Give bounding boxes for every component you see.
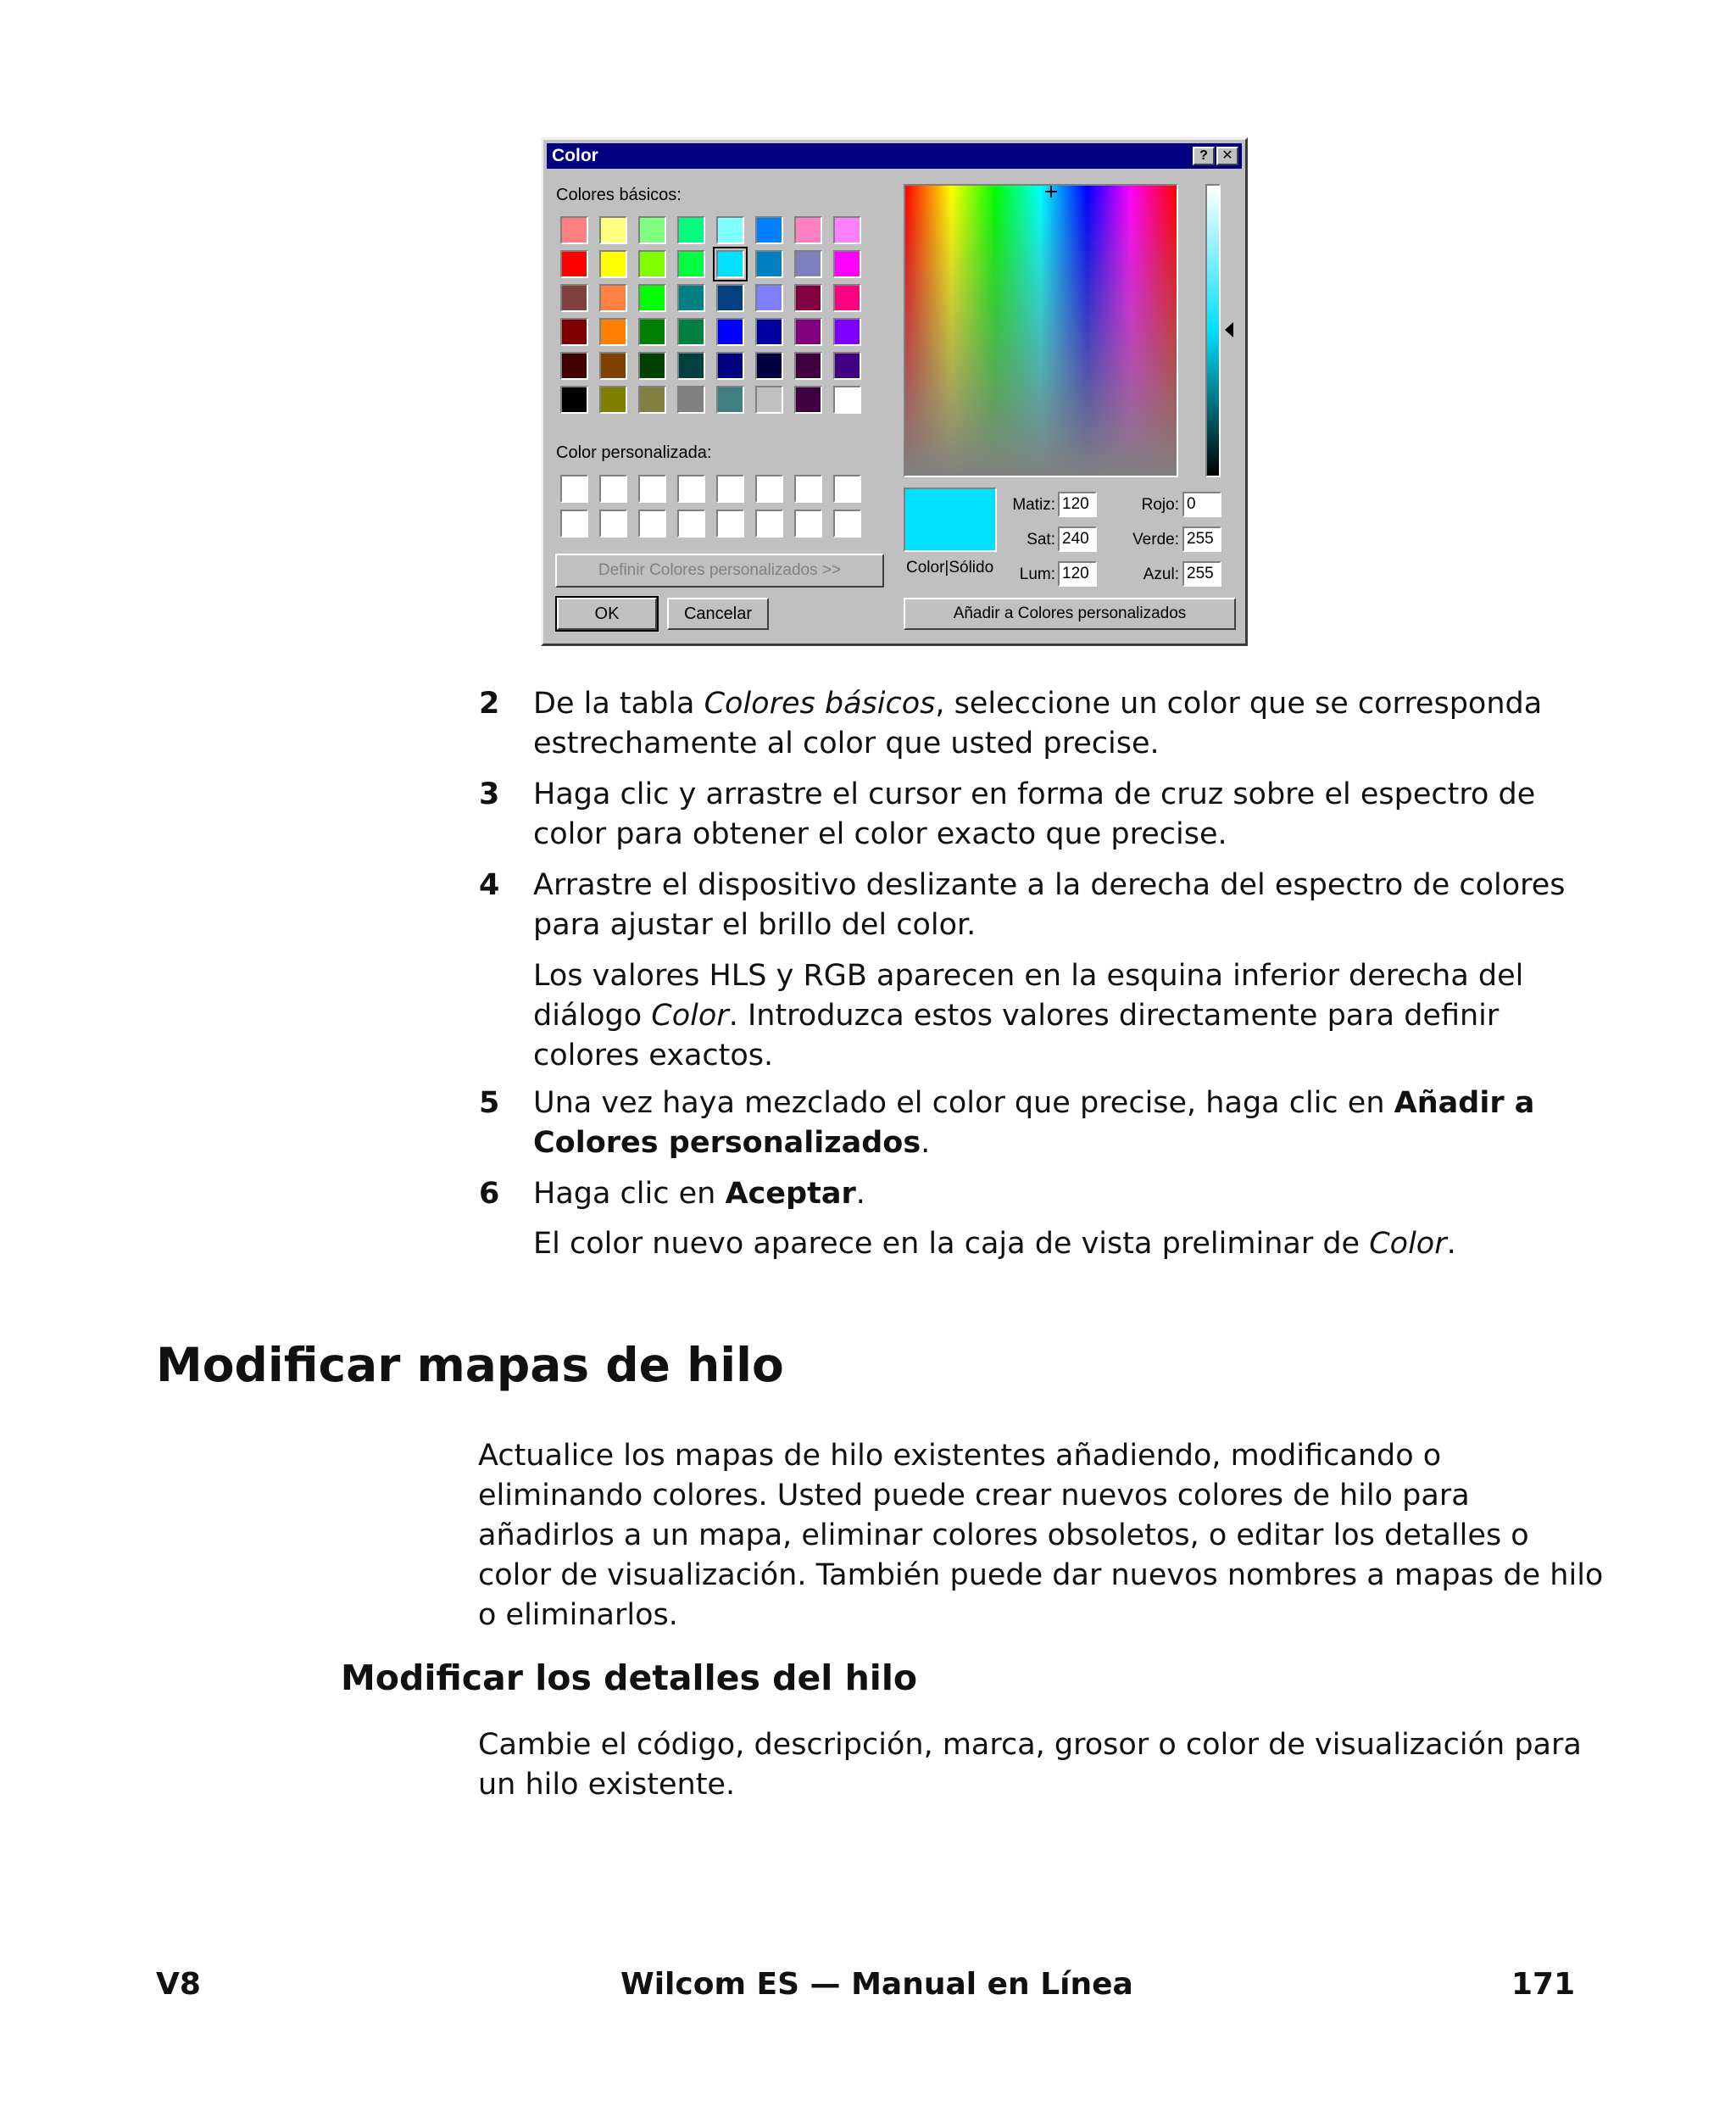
basic-color-swatch[interactable] — [716, 386, 744, 414]
basic-color-swatch[interactable] — [638, 386, 666, 414]
basic-color-swatch[interactable] — [833, 250, 861, 278]
custom-color-swatch[interactable] — [833, 475, 861, 503]
custom-color-swatch[interactable] — [794, 510, 822, 538]
close-button[interactable]: ✕ — [1216, 147, 1238, 165]
basic-color-swatch[interactable] — [560, 318, 588, 346]
subsection-heading: Modificar los detalles del hilo — [341, 1657, 918, 1698]
step-number: 4 — [479, 868, 500, 902]
basic-color-swatch[interactable] — [638, 250, 666, 278]
sat-label: Sat: — [1027, 531, 1055, 549]
basic-color-swatch[interactable] — [794, 216, 822, 244]
custom-color-swatch[interactable] — [716, 475, 744, 503]
basic-color-swatch[interactable] — [755, 216, 783, 244]
step-number: 2 — [479, 687, 500, 721]
basic-color-swatch[interactable] — [716, 352, 744, 380]
red-input[interactable]: 0 — [1182, 492, 1221, 517]
step-text: De la tabla Colores básicos, seleccione un color que se corresponda estrechamente al color que usted precise. — [533, 687, 1543, 760]
basic-color-swatch[interactable] — [794, 284, 822, 312]
basic-color-swatch[interactable] — [794, 386, 822, 414]
preview-note: El color nuevo aparece en la caja de vista preliminar de Color. — [533, 1227, 1456, 1261]
define-custom-colors-button[interactable]: Definir Colores personalizados >> — [555, 554, 884, 588]
crosshair-cursor-icon[interactable] — [1045, 186, 1057, 198]
cancel-button[interactable]: Cancelar — [667, 598, 769, 630]
basic-color-swatch[interactable] — [560, 386, 588, 414]
basic-color-swatch[interactable] — [794, 352, 822, 380]
red-label: Rojo: — [1141, 496, 1179, 514]
basic-colors-label: Colores básicos: — [556, 186, 682, 204]
custom-color-swatch[interactable] — [677, 475, 705, 503]
basic-color-swatch[interactable] — [599, 284, 627, 312]
basic-color-swatch[interactable] — [599, 216, 627, 244]
sat-input[interactable]: 240 — [1058, 526, 1097, 552]
custom-color-swatch[interactable] — [599, 510, 627, 538]
help-button[interactable]: ? — [1193, 147, 1215, 165]
basic-color-swatch[interactable] — [638, 284, 666, 312]
add-to-custom-colors-button[interactable]: Añadir a Colores personalizados — [904, 598, 1236, 630]
lum-input[interactable]: 120 — [1058, 561, 1097, 587]
section-intro: Actualice los mapas de hilo existentes añadiendo, modificando o eliminando colores. Usted puede crear nuevos colores de hilo para añadirlos a un mapa, eliminar colores obsoletos, o editar los detalles o color de visualización. También puede dar nuevos nombres a mapas de hilo o eliminarlos. — [478, 1439, 1604, 1632]
custom-colors-label: Color personalizada: — [556, 443, 712, 462]
subsection-intro: Cambie el código, descripción, marca, grosor o color de visualización para un hilo existente. — [478, 1728, 1582, 1802]
step-text: Arrastre el dispositivo deslizante a la derecha del espectro de colores para ajustar el brillo del color. — [533, 868, 1566, 942]
basic-color-swatch[interactable] — [677, 216, 705, 244]
step-text: Haga clic en Aceptar. — [533, 1177, 865, 1211]
basic-color-swatch[interactable] — [716, 318, 744, 346]
dialog-titlebar — [547, 143, 1242, 169]
basic-color-swatch[interactable] — [833, 386, 861, 414]
basic-color-swatch[interactable] — [677, 250, 705, 278]
step-number: 6 — [479, 1177, 500, 1211]
step-text: Haga clic y arrastre el cursor en forma de cruz sobre el espectro de color para obtener el color exacto que precise. — [533, 777, 1536, 851]
footer-page-number: 171 — [1511, 1967, 1576, 2002]
footer-title: Wilcom ES — Manual en Línea — [620, 1967, 1133, 2002]
basic-color-swatch[interactable] — [560, 216, 588, 244]
basic-color-swatch[interactable] — [560, 352, 588, 380]
basic-color-swatch[interactable] — [755, 250, 783, 278]
hue-label: Matiz: — [1012, 496, 1055, 514]
basic-color-swatch[interactable] — [755, 386, 783, 414]
slider-arrow-icon[interactable] — [1225, 322, 1233, 337]
custom-color-swatch[interactable] — [716, 510, 744, 538]
basic-color-swatch[interactable] — [599, 386, 627, 414]
basic-color-swatch[interactable] — [833, 216, 861, 244]
color-dialog — [541, 137, 1248, 646]
basic-color-swatch[interactable] — [677, 386, 705, 414]
dialog-title: Color — [552, 146, 598, 165]
basic-color-swatch[interactable] — [677, 318, 705, 346]
basic-color-swatch[interactable] — [716, 250, 744, 278]
step-number: 5 — [479, 1086, 500, 1120]
basic-colors-grid — [560, 216, 861, 414]
custom-color-swatch[interactable] — [755, 475, 783, 503]
custom-colors-grid — [560, 475, 861, 538]
basic-color-swatch[interactable] — [677, 284, 705, 312]
custom-color-swatch[interactable] — [560, 510, 588, 538]
color-spectrum[interactable] — [904, 184, 1178, 477]
basic-color-swatch[interactable] — [560, 250, 588, 278]
custom-color-swatch[interactable] — [833, 510, 861, 538]
basic-color-swatch[interactable] — [833, 284, 861, 312]
basic-color-swatch[interactable] — [755, 352, 783, 380]
section-heading: Modificar mapas de hilo — [156, 1338, 784, 1392]
basic-color-swatch[interactable] — [599, 250, 627, 278]
color-preview-box — [904, 487, 997, 552]
green-input[interactable]: 255 — [1182, 526, 1221, 552]
basic-color-swatch[interactable] — [755, 284, 783, 312]
color-solid-label: Color|Sólido — [906, 559, 994, 577]
custom-color-swatch[interactable] — [677, 510, 705, 538]
basic-color-swatch[interactable] — [599, 352, 627, 380]
basic-color-swatch[interactable] — [794, 318, 822, 346]
basic-color-swatch[interactable] — [716, 216, 744, 244]
custom-color-swatch[interactable] — [794, 475, 822, 503]
lum-label: Lum: — [1019, 565, 1055, 583]
custom-color-swatch[interactable] — [755, 510, 783, 538]
custom-color-swatch[interactable] — [638, 510, 666, 538]
ok-button[interactable]: OK — [557, 598, 657, 630]
basic-color-swatch[interactable] — [638, 216, 666, 244]
step-text: Una vez haya mezclado el color que precise, haga clic en Añadir a Colores personalizados. — [533, 1086, 1535, 1160]
basic-color-swatch[interactable] — [638, 352, 666, 380]
blue-label: Azul: — [1143, 565, 1179, 583]
basic-color-swatch[interactable] — [833, 352, 861, 380]
step-number: 3 — [479, 777, 500, 811]
blue-input[interactable]: 255 — [1182, 561, 1221, 587]
custom-color-swatch[interactable] — [599, 475, 627, 503]
hls-note: Los valores HLS y RGB aparecen en la esquina inferior derecha del diálogo Color. Introduzca estos valores directamente para definir colores exactos. — [533, 959, 1524, 1072]
luminosity-slider[interactable] — [1205, 184, 1221, 477]
basic-color-swatch[interactable] — [833, 318, 861, 346]
custom-color-swatch[interactable] — [638, 475, 666, 503]
basic-color-swatch[interactable] — [794, 250, 822, 278]
basic-color-swatch[interactable] — [755, 318, 783, 346]
basic-color-swatch[interactable] — [638, 318, 666, 346]
green-label: Verde: — [1132, 531, 1179, 549]
custom-color-swatch[interactable] — [560, 475, 588, 503]
hue-input[interactable]: 120 — [1058, 492, 1097, 517]
basic-color-swatch[interactable] — [599, 318, 627, 346]
basic-color-swatch[interactable] — [716, 284, 744, 312]
basic-color-swatch[interactable] — [560, 284, 588, 312]
basic-color-swatch[interactable] — [677, 352, 705, 380]
footer-version: V8 — [156, 1967, 201, 2002]
